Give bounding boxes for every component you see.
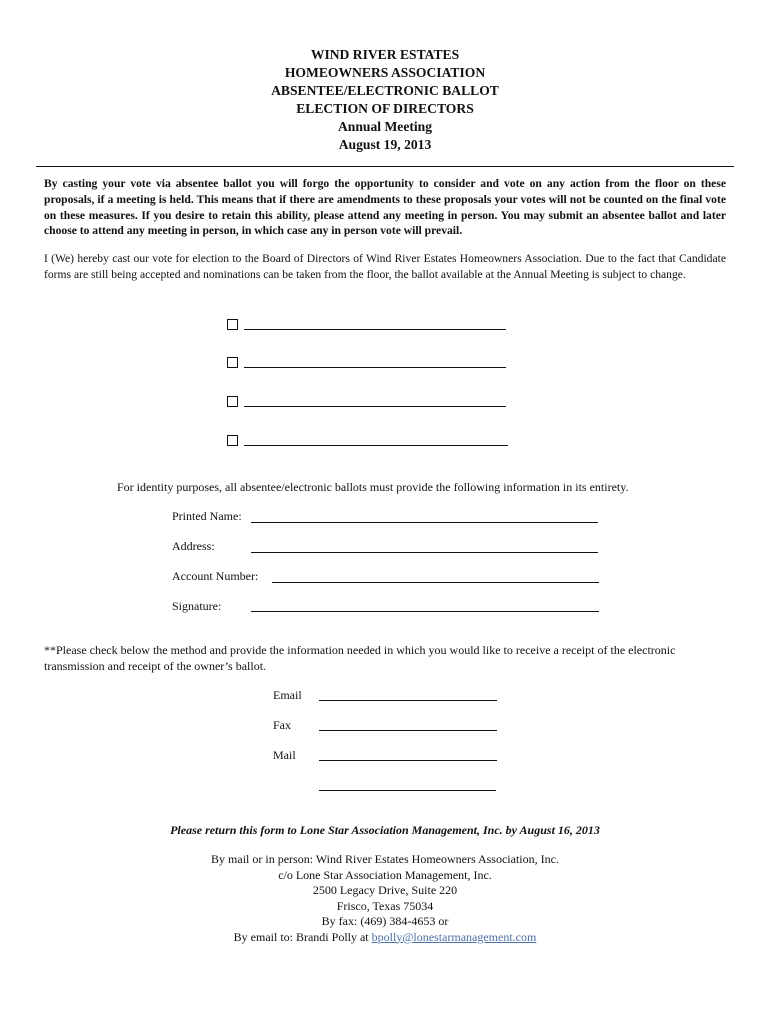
candidate-line-2[interactable] xyxy=(244,367,506,368)
intro-paragraph: I (We) hereby cast our vote for election to the Board of Directors of Wind River Estates Homeowners Association. Due to the fact that Candidate forms are still being accepted and nominations can be taken from the floor, the ballot available at the Annual Meeting is subject to change. xyxy=(44,252,726,281)
title-line-election: ELECTION OF DIRECTORS xyxy=(296,101,474,116)
candidate-checkbox-2[interactable] xyxy=(227,357,238,368)
identity-instruction: For identity purposes, all absentee/electronic ballots must provide the following information in its entirety. xyxy=(117,480,629,494)
receipt-mail-label: Mail xyxy=(273,748,296,762)
candidate-line-3[interactable] xyxy=(244,406,506,407)
receipt-fax-label: Fax xyxy=(273,718,291,732)
candidate-checkbox-3[interactable] xyxy=(227,396,238,407)
header-divider xyxy=(36,166,734,167)
return-email-line xyxy=(0,930,770,946)
printed-name-label: Printed Name: xyxy=(172,509,242,523)
receipt-email-label: Email xyxy=(273,688,302,702)
return-mail-line: By mail or in person: Wind River Estates Homeowners Association, Inc. xyxy=(211,852,559,866)
receipt-instruction: **Please check below the method and provide the information needed in which you would like to receive a receipt of the electronic transmission and receipt of the owner’s ballot. xyxy=(44,643,676,673)
return-deadline-notice: Please return this form to Lone Star Association Management, Inc. by August 16, 2013 xyxy=(170,823,600,837)
candidate-row-1[interactable] xyxy=(227,318,238,332)
return-email-prefix: By email to: Brandi Polly at xyxy=(233,929,372,944)
receipt-mail-field-line-2[interactable] xyxy=(319,790,496,791)
absentee-notice: By casting your vote via absentee ballot you will forgo the opportunity to consider and vote on any action from the floor on these proposals, if a meeting is held. This means that if there are amendments to these proposals your votes will not be counted on the final vote on these measures. If you desire to retain this ability, please attend any meeting in person. You may submit an absentee ballot and later choose to attend any meeting in person, in which case any in person vote will prevail. xyxy=(44,177,726,238)
return-fax-line: By fax: (469) 384-4653 or xyxy=(321,914,449,928)
receipt-email-field[interactable] xyxy=(319,700,497,701)
title-line-date: August 19, 2013 xyxy=(338,137,432,152)
candidate-line-4[interactable] xyxy=(244,445,508,446)
signature-label: Signature: xyxy=(172,599,222,613)
title-line-hoa: HOMEOWNERS ASSOCIATION xyxy=(284,65,486,80)
account-number-label: Account Number: xyxy=(172,569,259,583)
candidate-row-3[interactable] xyxy=(227,395,238,409)
candidate-row-4[interactable] xyxy=(227,434,238,448)
candidate-checkbox-4[interactable] xyxy=(227,435,238,446)
return-street-line: 2500 Legacy Drive, Suite 220 xyxy=(312,883,458,897)
signature-field[interactable] xyxy=(251,611,599,612)
receipt-mail-field[interactable] xyxy=(319,760,497,761)
account-number-field[interactable] xyxy=(272,582,599,583)
candidate-row-2[interactable] xyxy=(227,356,238,370)
return-city-line: Frisco, Texas 75034 xyxy=(336,898,434,913)
ballot-title xyxy=(0,46,770,154)
receipt-fax-field[interactable] xyxy=(319,730,497,731)
address-label: Address: xyxy=(172,539,215,553)
return-address-block xyxy=(0,852,770,945)
candidate-checkbox-1[interactable] xyxy=(227,319,238,330)
contact-email-link[interactable]: bpolly@lonestarmanagement.com xyxy=(371,929,537,944)
address-field[interactable] xyxy=(251,552,598,553)
title-line-meeting: Annual Meeting xyxy=(337,119,433,134)
printed-name-field[interactable] xyxy=(251,522,598,523)
title-line-ballot-type: ABSENTEE/ELECTRONIC BALLOT xyxy=(271,83,499,98)
title-line-association-name: WIND RIVER ESTATES xyxy=(310,47,460,62)
return-care-of-line: c/o Lone Star Association Management, Inc. xyxy=(278,867,492,882)
candidate-line-1[interactable] xyxy=(244,329,506,330)
